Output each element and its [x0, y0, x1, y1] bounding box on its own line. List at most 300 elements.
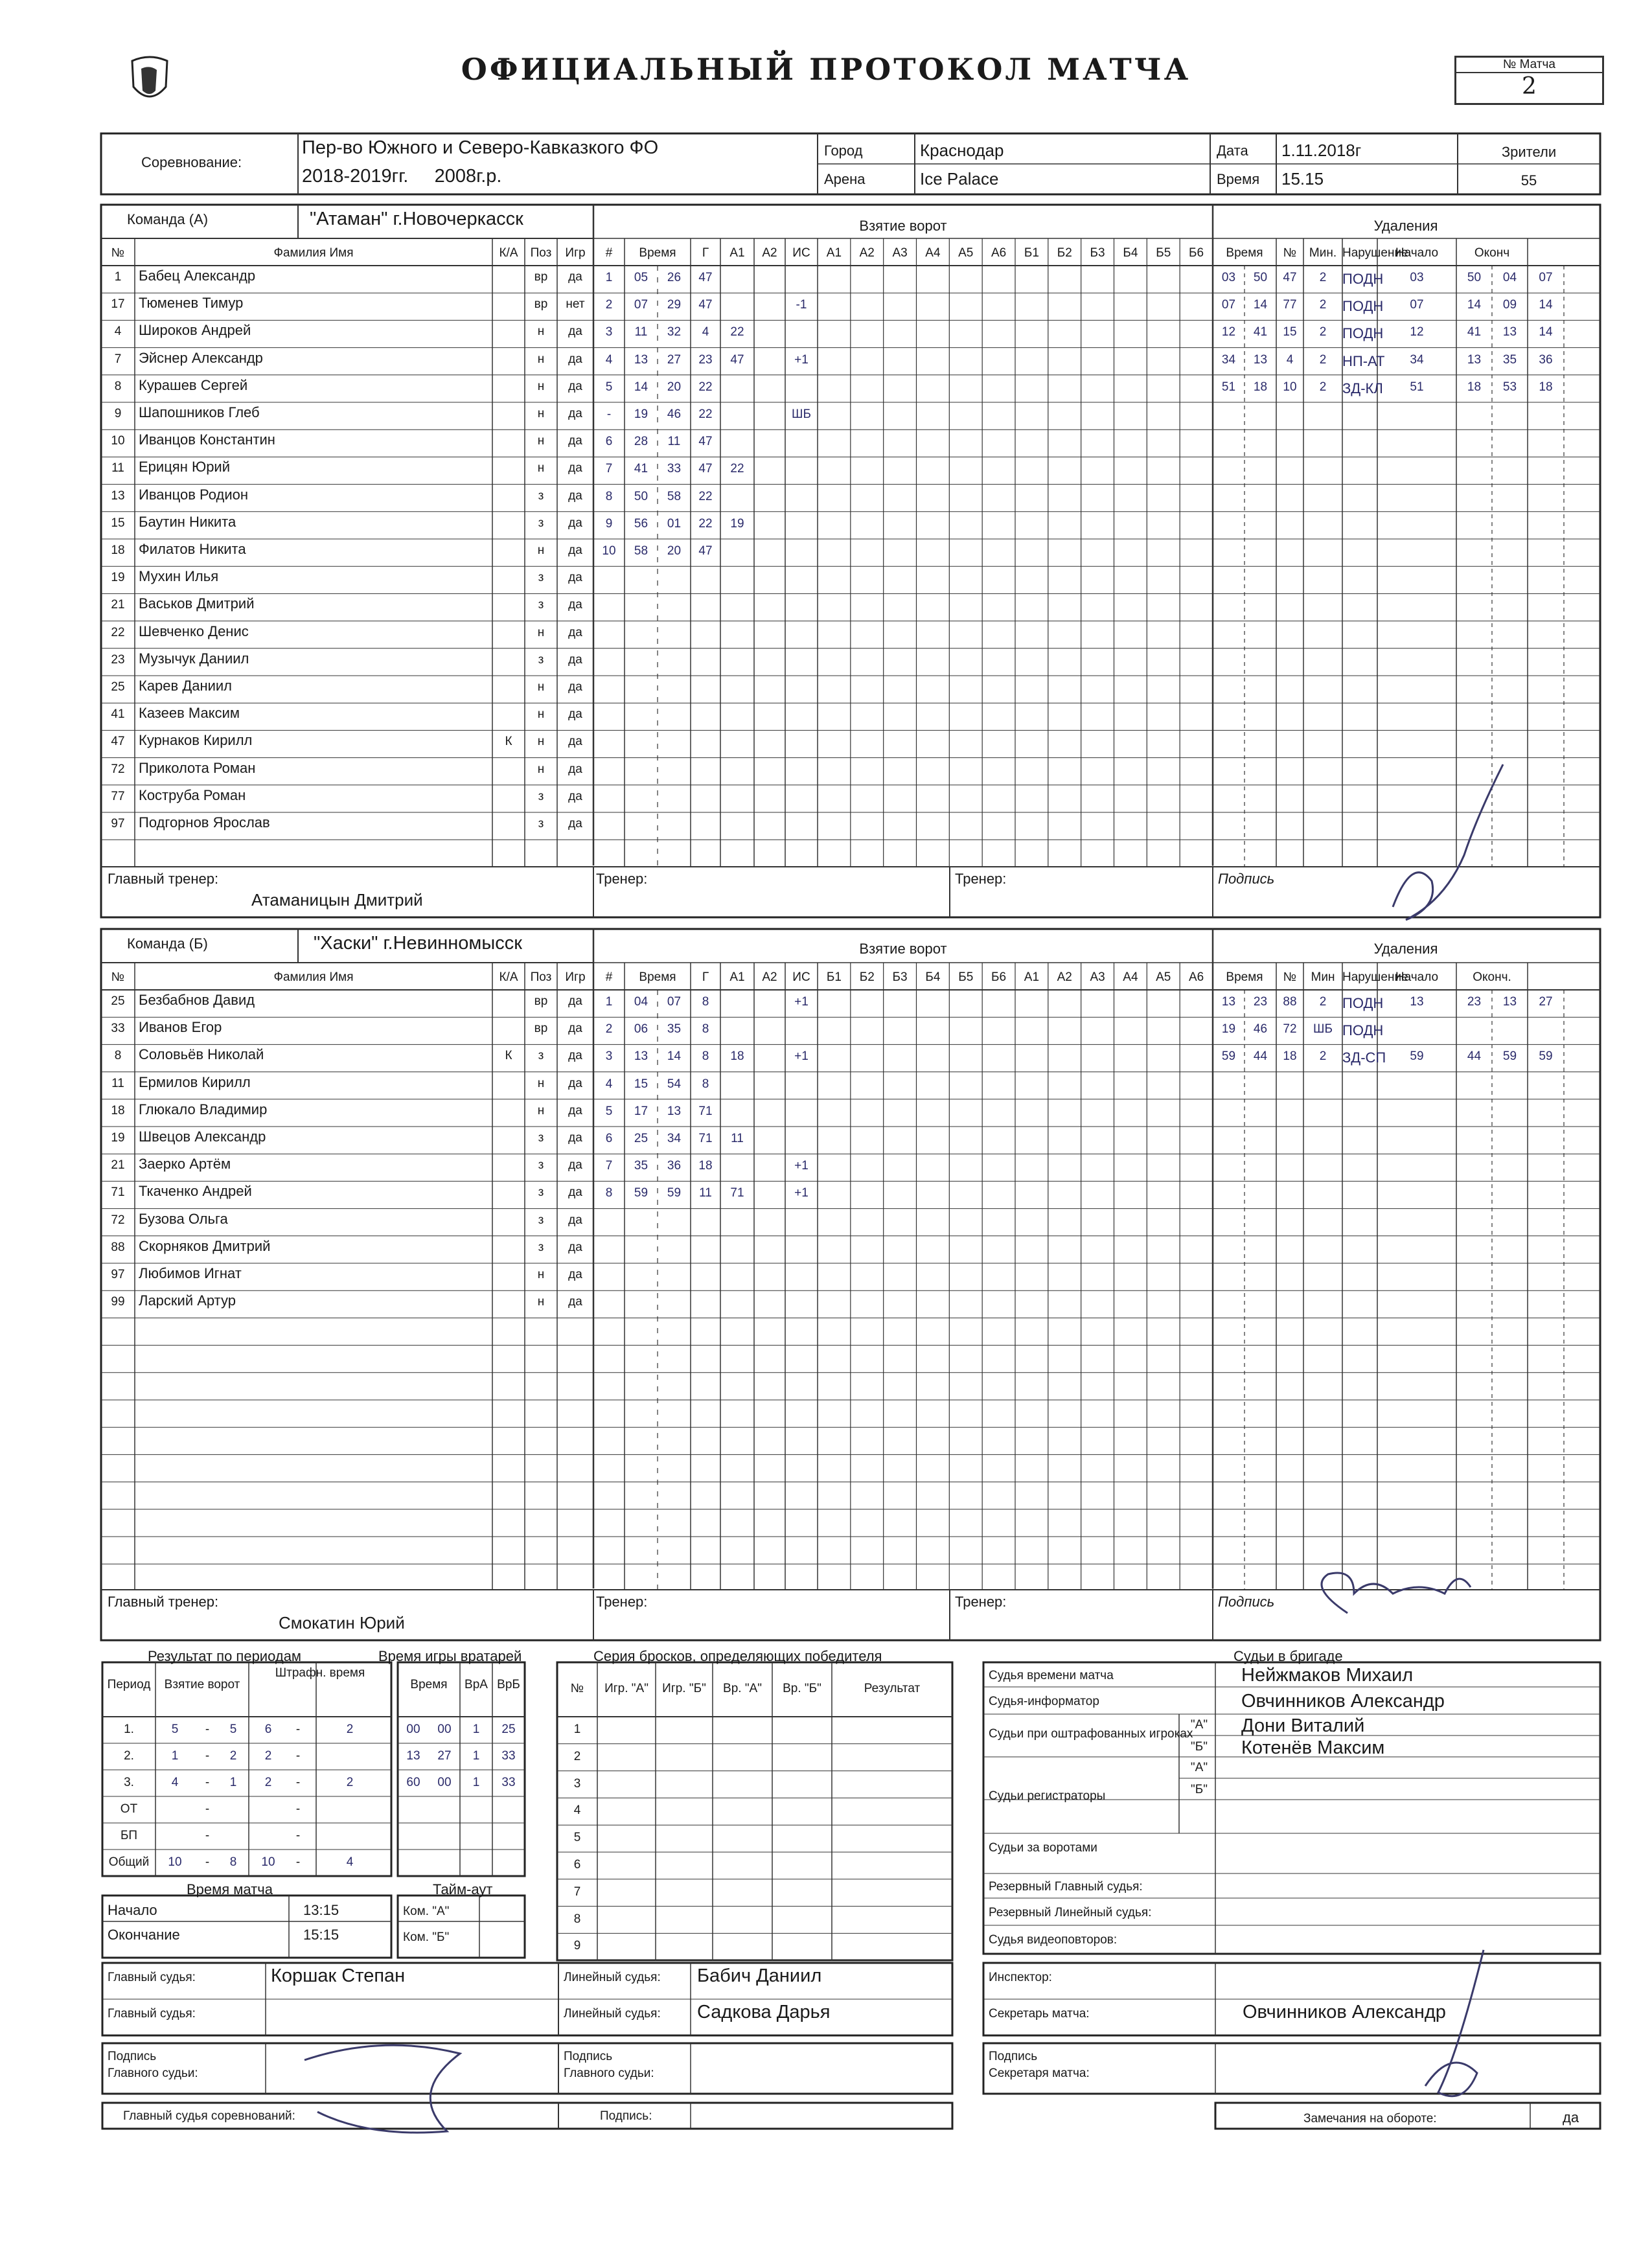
- team-b-player-position: вр: [534, 1022, 548, 1036]
- team-a-player-played: да: [568, 407, 582, 420]
- team-b-penalty-cell: 23: [1253, 995, 1268, 1009]
- team-a-penalty-cell: 07: [1410, 298, 1424, 312]
- timeout-title: Тайм-аут: [433, 1881, 493, 1897]
- match-end-label: Окончание: [108, 1927, 180, 1943]
- team-a-mark-col-6: Б1: [1024, 246, 1039, 260]
- goalie-title: Время игры вратарей: [378, 1648, 522, 1664]
- team-b-player-position: н: [537, 1103, 545, 1117]
- shootout-row-number: 4: [573, 1804, 581, 1818]
- team-a-col-name: Фамилия Имя: [273, 246, 354, 260]
- team-b-penalty-cell: 13: [1221, 995, 1236, 1009]
- team-b-goal-cell: 25: [634, 1132, 648, 1145]
- team-a-goal-cell: 4: [605, 352, 613, 367]
- main-referee1-label: Главный судья:: [108, 1971, 196, 1984]
- periods-dash: -: [205, 1749, 210, 1763]
- team-a-mark-col-10: Б5: [1156, 246, 1171, 260]
- team-b-goal-cell: 17: [634, 1104, 648, 1118]
- team-b-player-played: да: [568, 1076, 582, 1090]
- team-a-player-name: Тюменев Тимур: [139, 295, 244, 312]
- competition-label: Соревнование:: [141, 154, 242, 170]
- team-a-player-position: з: [538, 817, 544, 830]
- team-b-penalty-cell: 46: [1253, 1022, 1268, 1037]
- team-a-penalty-cell: 51: [1221, 380, 1236, 394]
- shootout-row-number: 1: [573, 1723, 581, 1736]
- team-a-penalty-cell: 47: [1283, 271, 1297, 284]
- team-b-player-position: н: [537, 1268, 545, 1281]
- team-b-goal-cell: 14: [667, 1049, 682, 1064]
- periods-pim-a: 2: [264, 1776, 272, 1789]
- team-b-player-played: да: [568, 1295, 582, 1309]
- team-b-goal-col-0: #: [605, 970, 613, 984]
- match-number-value: 2: [1522, 73, 1537, 100]
- team-b-goal-cell: 71: [698, 1104, 713, 1118]
- team-a-goal-cell: 19: [634, 407, 648, 421]
- shootout-col-3: Вр. "А": [723, 1682, 762, 1695]
- team-a-player-number: 4: [114, 325, 122, 339]
- goalie-col-0: Время: [410, 1678, 448, 1691]
- team-a-player-number: 97: [111, 817, 125, 830]
- team-a-pen-col-4: Начало: [1395, 246, 1439, 260]
- team-b-player-position: з: [538, 1158, 544, 1173]
- timeout-b-label: Ком. "Б": [403, 1930, 450, 1944]
- secretary-label: Секретарь матча:: [989, 2007, 1090, 2021]
- team-b-player-name: Безбабнов Давид: [139, 992, 255, 1008]
- shootout-row-number: 5: [573, 1831, 581, 1845]
- shootout-row-number: 6: [573, 1858, 581, 1872]
- shootout-col-1: Игр. "А": [604, 1682, 648, 1695]
- periods-pim-a: 6: [264, 1723, 272, 1736]
- main-referee1: Коршак Степан: [271, 1965, 406, 1986]
- team-a-goal-col-3: А1: [729, 246, 745, 260]
- team-a-penalty-cell: 14: [1539, 298, 1553, 312]
- team-a-goal-cell: 2: [605, 298, 613, 312]
- team-b-penalty-cell: 13: [1502, 995, 1517, 1009]
- goalie-col-2: ВрБ: [497, 1678, 520, 1691]
- team-b-goal-cell: 18: [730, 1049, 744, 1064]
- team-b-goal-cell: 54: [667, 1077, 682, 1091]
- team-b-goals-title: Взятие ворот: [859, 941, 947, 957]
- team-a-player-position: з: [538, 652, 544, 667]
- team-a-goal-cell: 22: [730, 325, 744, 339]
- team-a-goal-cell: 47: [698, 271, 713, 284]
- team-b-signature-label: Подпись: [1218, 1594, 1275, 1610]
- team-b-penalty-cell: 44: [1253, 1049, 1268, 1064]
- team-a-player-position: з: [538, 488, 544, 503]
- official-scorers-a-label: "А": [1190, 1761, 1208, 1774]
- official-scorers-label: Судьи регистраторы: [989, 1789, 1106, 1803]
- team-b-head-coach-label: Главный тренер:: [108, 1594, 219, 1610]
- periods-pim-b: 4: [346, 1855, 354, 1869]
- team-a-pen-col-1: №: [1283, 246, 1297, 260]
- sign-secretary-label: Подпись Секретаря матча:: [989, 2050, 1090, 2080]
- sign-main-referee-label: Подпись Главного судьи:: [108, 2050, 198, 2080]
- team-b-pen-col-0: Время: [1226, 970, 1263, 984]
- team-b-goal-cell: 18: [698, 1159, 713, 1173]
- team-b-goal-cell: 35: [667, 1022, 682, 1037]
- shootout-row-number: 2: [573, 1749, 581, 1763]
- spectators-value: 55: [1520, 172, 1537, 189]
- match-end-value: 15:15: [303, 1927, 339, 1943]
- shootout-col-5: Результат: [864, 1682, 921, 1695]
- team-a-coach-label: Тренер:: [596, 871, 648, 887]
- team-a-pen-col-0: Время: [1226, 246, 1263, 260]
- team-b-penalty-cell: 13: [1410, 995, 1424, 1009]
- team-a-player-position: з: [538, 516, 544, 530]
- linesman2-label: Линейный судья:: [564, 2007, 661, 2021]
- team-b-player-number: 99: [111, 1295, 125, 1309]
- team-b-goal-cell: 8: [702, 1049, 709, 1064]
- team-a-player-captain: К: [505, 735, 512, 749]
- team-b-penalty-cell: 2: [1319, 1049, 1327, 1064]
- spectators-label: Зрители: [1501, 144, 1557, 160]
- official-video-label: Судья видеоповторов:: [989, 1933, 1118, 1947]
- periods-col-pim: Штрафн. время: [275, 1666, 365, 1680]
- team-a-player-name: Курашев Сергей: [139, 376, 248, 393]
- periods-goals-a: 10: [168, 1855, 182, 1869]
- periods-title: Результат по периодам: [148, 1648, 302, 1664]
- team-a-col-no: №: [111, 246, 125, 260]
- team-b-goal-cell: +1: [794, 1186, 809, 1200]
- team-b-player-name: Ткаченко Андрей: [139, 1183, 252, 1200]
- team-a-player-played: да: [568, 625, 582, 639]
- team-a-mark-col-4: А5: [958, 246, 974, 260]
- team-b-coach-label: Тренер:: [596, 1594, 648, 1610]
- periods-dash: -: [295, 1802, 301, 1816]
- team-a-penalty-cell: ПОДН: [1342, 298, 1384, 315]
- team-b-player-played: да: [568, 1268, 582, 1281]
- team-b-pen-col-1: №: [1283, 970, 1297, 984]
- team-a-player-number: 22: [111, 625, 125, 639]
- team-a-goal-cell: 5: [605, 380, 613, 394]
- periods-dash: -: [205, 1776, 210, 1789]
- linesman1: Бабич Даниил: [697, 1965, 822, 1986]
- team-b-player-name: Швецов Александр: [139, 1128, 266, 1145]
- shootout-row-number: 9: [573, 1939, 581, 1953]
- team-b-penalty-cell: 18: [1283, 1049, 1297, 1064]
- shootout-col-0: №: [570, 1682, 584, 1695]
- team-a-goal-cell: 22: [698, 407, 713, 421]
- team-a-penalty-cell: 4: [1286, 352, 1294, 367]
- team-a-penalty-cell: 15: [1283, 325, 1297, 339]
- shootout-col-2: Игр. "Б": [662, 1682, 706, 1695]
- team-b-player-name: Иванов Егор: [139, 1019, 222, 1036]
- team-b-goal-cell: 71: [698, 1132, 713, 1145]
- team-a-mark-col-1: А2: [859, 246, 875, 260]
- periods-row-label: БП: [120, 1829, 138, 1842]
- team-b-penalty-cell: 59: [1221, 1049, 1236, 1064]
- team-b-goal-col-4: А2: [762, 970, 777, 984]
- team-a-player-name: Иванцов Родион: [139, 486, 248, 503]
- shootout-title: Серия бросков, определяющих победителя: [593, 1648, 882, 1664]
- team-a-player-number: 9: [114, 407, 122, 420]
- periods-dash: -: [295, 1829, 301, 1842]
- team-b-goal-cell: 2: [605, 1022, 613, 1037]
- team-a-penalty-cell: 50: [1467, 271, 1482, 284]
- team-b-player-number: 18: [111, 1103, 125, 1117]
- periods-pim-a: 2: [264, 1749, 272, 1763]
- team-b-mark-col-8: А3: [1090, 970, 1105, 984]
- team-b-penalty-cell: 23: [1467, 995, 1482, 1009]
- team-b-goal-cell: 34: [667, 1132, 682, 1145]
- team-a-penalty-cell: ПОДН: [1342, 271, 1384, 287]
- team-b-goal-cell: 04: [634, 995, 648, 1009]
- team-a-mark-col-7: Б2: [1057, 246, 1072, 260]
- team-b-mark-col-3: Б4: [925, 970, 941, 984]
- periods-goals-a: 1: [171, 1749, 179, 1763]
- team-b-player-played: да: [568, 994, 582, 1008]
- team-a-penalty-cell: 13: [1502, 325, 1517, 339]
- periods-row-label: ОТ: [120, 1802, 138, 1816]
- team-a-penalty-cell: 35: [1502, 352, 1517, 367]
- team-a-player-name: Подгорнов Ярослав: [139, 814, 270, 830]
- team-a-player-played: да: [568, 652, 582, 667]
- team-a-player-played: да: [568, 817, 582, 830]
- team-a-goal-cell: 4: [702, 325, 709, 339]
- team-a-penalty-cell: 51: [1410, 380, 1424, 394]
- team-b-player-played: да: [568, 1213, 582, 1227]
- official-penalty-box-b-label: "Б": [1191, 1740, 1208, 1754]
- team-a-player-number: 72: [111, 762, 125, 776]
- team-a-player-played: да: [568, 571, 582, 585]
- team-b-pen-col-4: Начало: [1395, 970, 1439, 984]
- team-a-goal-cell: 58: [667, 489, 682, 503]
- team-a-goal-cell: 19: [730, 516, 744, 531]
- team-a-player-position: вр: [534, 297, 548, 312]
- periods-row-label: 3.: [124, 1776, 134, 1789]
- team-b-goal-cell: 59: [634, 1186, 648, 1200]
- team-a-player-position: н: [537, 707, 545, 722]
- periods-dash: -: [295, 1749, 301, 1763]
- remarks-value: да: [1563, 2109, 1579, 2125]
- team-b-goal-col-3: А1: [729, 970, 745, 984]
- team-b-player-position: н: [537, 1076, 545, 1090]
- official-penalty-box-a-label: "А": [1190, 1718, 1208, 1732]
- team-a-penalty-cell: 03: [1410, 271, 1424, 284]
- team-a-player-name: Мухин Илья: [139, 568, 219, 585]
- team-a-goal-cell: 13: [634, 352, 648, 367]
- team-a-penalty-cell: ЗД-КЛ: [1342, 380, 1383, 396]
- team-a-player-played: да: [568, 707, 582, 722]
- team-a-penalty-cell: НП-АТ: [1342, 352, 1385, 369]
- periods-dash: -: [205, 1723, 210, 1736]
- team-b-goal-cell: 5: [605, 1104, 613, 1118]
- team-a-goal-cell: 9: [605, 516, 613, 531]
- team-a-penalty-cell: 53: [1502, 380, 1517, 394]
- team-a-penalty-cell: 18: [1467, 380, 1482, 394]
- linesman1-label: Линейный судья:: [564, 1971, 661, 1984]
- team-b-penalty-cell: ПОДН: [1342, 1022, 1384, 1039]
- team-b-player-position: з: [538, 1186, 544, 1200]
- team-b-penalty-cell: 19: [1221, 1022, 1236, 1037]
- team-a-penalty-cell: 2: [1319, 298, 1327, 312]
- team-a-goal-cell: 46: [667, 407, 682, 421]
- team-a-player-played: да: [568, 762, 582, 776]
- team-a-penalty-cell: 12: [1410, 325, 1424, 339]
- team-a-goal-cell: 41: [634, 462, 648, 476]
- team-b-player-number: 97: [111, 1268, 125, 1281]
- linesman2: Садкова Дарья: [697, 2002, 831, 2022]
- team-b-player-name: Бузова Ольга: [139, 1210, 228, 1227]
- team-a-goal-cell: 01: [667, 516, 682, 531]
- team-a-label: Команда (А): [127, 211, 209, 227]
- team-a-penalty-cell: 2: [1319, 380, 1327, 394]
- team-a-player-position: н: [537, 379, 545, 393]
- team-b-mark-col-7: А2: [1057, 970, 1072, 984]
- team-a-mark-col-0: А1: [826, 246, 842, 260]
- goalie-min: 00: [406, 1723, 420, 1736]
- team-a-mark-col-9: Б4: [1123, 246, 1138, 260]
- team-b-player-position: з: [538, 1240, 544, 1254]
- team-a-player-position: н: [537, 461, 545, 475]
- time-label: Время: [1217, 171, 1260, 187]
- team-a-pen-col-5: Оконч: [1474, 246, 1510, 260]
- periods-dash: -: [295, 1723, 301, 1736]
- team-b-mark-col-10: А5: [1156, 970, 1171, 984]
- team-b-pen-col-3: Нарушение: [1342, 970, 1408, 984]
- official-scorers-b-label: "Б": [1191, 1783, 1208, 1796]
- team-a-penalty-cell: 2: [1319, 271, 1327, 284]
- match-start-value: 13:15: [303, 1902, 339, 1918]
- team-b-player-played: да: [568, 1103, 582, 1117]
- team-b-penalty-cell: ПОДН: [1342, 995, 1384, 1011]
- team-a-penalties-title: Удаления: [1373, 218, 1438, 234]
- team-a-player-played: да: [568, 544, 582, 557]
- team-b-goal-cell: 06: [634, 1022, 648, 1037]
- team-b-player-played: да: [568, 1049, 582, 1063]
- team-b-goal-cell: 8: [702, 1077, 709, 1091]
- match-start-label: Начало: [108, 1902, 157, 1918]
- team-b-player-number: 8: [114, 1049, 122, 1063]
- team-a-goal-cell: 32: [667, 325, 682, 339]
- periods-col-goals: Взятие ворот: [164, 1678, 240, 1691]
- team-b-player-name: Ларский Артур: [139, 1292, 236, 1309]
- goalie-b: 25: [501, 1723, 516, 1736]
- official-goal-judges-label: Судьи за воротами: [989, 1841, 1097, 1855]
- team-a-penalty-cell: 2: [1319, 325, 1327, 339]
- team-a-player-name: Иванцов Константин: [139, 431, 275, 448]
- official-reserve-main-label: Резервный Главный судья:: [989, 1880, 1143, 1894]
- team-a-player-number: 17: [111, 297, 125, 312]
- team-b-penalties-title: Удаления: [1373, 941, 1438, 957]
- time-value: 15.15: [1281, 169, 1324, 189]
- team-a-goal-cell: 56: [634, 516, 648, 531]
- team-b-player-position: з: [538, 1131, 544, 1145]
- city-value: Краснодар: [920, 141, 1004, 160]
- team-b-player-played: да: [568, 1131, 582, 1145]
- team-b-player-position: з: [538, 1213, 544, 1227]
- team-b-player-played: да: [568, 1022, 582, 1036]
- team-b-col-pos: Поз: [530, 970, 552, 984]
- team-a-goal-cell: 22: [698, 489, 713, 503]
- team-b-player-name: Любимов Игнат: [139, 1265, 242, 1281]
- team-a-signature-label: Подпись: [1218, 871, 1275, 887]
- team-a-player-name: Приколота Роман: [139, 759, 256, 776]
- team-a-penalty-cell: 14: [1539, 325, 1553, 339]
- team-a-player-position: н: [537, 407, 545, 420]
- team-a-penalty-cell: 10: [1283, 380, 1297, 394]
- team-b-goal-cell: 8: [605, 1186, 613, 1200]
- team-b-pen-col-2: Мин: [1311, 970, 1335, 984]
- team-b-col-no: №: [111, 970, 125, 984]
- team-a-name: "Атаман" г.Новочеркасск: [310, 209, 523, 229]
- team-a-penalty-cell: 41: [1253, 325, 1268, 339]
- team-a-player-played: нет: [566, 297, 585, 312]
- team-a-player-number: 77: [111, 789, 125, 803]
- team-a-mark-col-8: Б3: [1090, 246, 1105, 260]
- team-b-goal-cell: 6: [605, 1132, 613, 1145]
- team-a-goal-cell: 07: [634, 298, 648, 312]
- team-b-player-number: 88: [111, 1240, 125, 1254]
- periods-pim-b: 2: [346, 1776, 354, 1789]
- team-a-penalty-cell: 50: [1253, 271, 1268, 284]
- team-a-player-number: 47: [111, 735, 125, 749]
- team-a-goal-cell: 11: [667, 435, 681, 449]
- team-b-player-played: да: [568, 1240, 582, 1254]
- team-a-player-played: да: [568, 598, 582, 612]
- team-a-player-number: 18: [111, 544, 125, 557]
- officials-title: Судьи в бригаде: [1233, 1648, 1343, 1664]
- team-a-player-position: н: [537, 352, 545, 366]
- team-b-goal-cell: 59: [667, 1186, 682, 1200]
- team-a-penalty-cell: 2: [1319, 352, 1327, 367]
- team-a-goal-cell: 14: [634, 380, 648, 394]
- team-a-player-position: н: [537, 735, 545, 749]
- inspector-label: Инспектор:: [989, 1971, 1052, 1984]
- team-b-col-name: Фамилия Имя: [273, 970, 354, 984]
- periods-col-period: Период: [107, 1678, 151, 1691]
- team-a-goal-cell: 22: [698, 516, 713, 531]
- team-a-mark-col-11: Б6: [1189, 246, 1204, 260]
- team-a-penalty-cell: ПОДН: [1342, 325, 1384, 342]
- team-b-goal-cell: +1: [794, 1049, 809, 1064]
- team-a-head-coach: Атаманицын Дмитрий: [251, 890, 423, 910]
- team-a-penalty-cell: 14: [1467, 298, 1482, 312]
- team-a-goal-cell: 22: [698, 380, 713, 394]
- team-a-player-number: 7: [114, 352, 122, 366]
- periods-dash: -: [295, 1776, 301, 1789]
- goalie-min: 60: [406, 1776, 420, 1789]
- team-a-player-played: да: [568, 735, 582, 749]
- team-a-goal-cell: -: [606, 407, 612, 421]
- team-b-pen-col-5: Оконч.: [1473, 970, 1511, 984]
- official-announcer: Овчинников Александр: [1241, 1691, 1445, 1712]
- team-b-goal-col-5: ИС: [792, 970, 810, 984]
- team-a-player-position: вр: [534, 270, 548, 284]
- team-a-goal-cell: 22: [730, 462, 744, 476]
- goalie-b: 33: [501, 1776, 516, 1789]
- team-b-goal-cell: 8: [702, 1022, 709, 1037]
- goalie-min: 13: [406, 1749, 420, 1763]
- team-a-goal-cell: 10: [602, 544, 616, 558]
- arena-label: Арена: [824, 171, 866, 187]
- team-a-goal-cell: 27: [667, 352, 682, 367]
- team-a-penalty-cell: 18: [1253, 380, 1268, 394]
- team-a-goal-col-4: А2: [762, 246, 777, 260]
- team-a-col-pos: Поз: [530, 246, 552, 260]
- team-a-goal-cell: 6: [605, 435, 613, 449]
- chief-competition-referee-label: Главный судья соревнований:: [123, 2109, 295, 2123]
- periods-dash: -: [205, 1802, 210, 1816]
- team-a-mark-col-3: А4: [925, 246, 941, 260]
- team-a-goal-cell: 05: [634, 271, 648, 284]
- goalie-sec: 00: [437, 1723, 452, 1736]
- team-a-player-played: да: [568, 434, 582, 448]
- team-a-player-number: 21: [111, 598, 125, 612]
- team-a-player-position: н: [537, 544, 545, 557]
- team-b-player-captain: К: [505, 1049, 512, 1063]
- team-b-name: "Хаски" г.Невинномысск: [314, 933, 522, 954]
- official-reserve-line-label: Резервный Линейный судья:: [989, 1906, 1152, 1919]
